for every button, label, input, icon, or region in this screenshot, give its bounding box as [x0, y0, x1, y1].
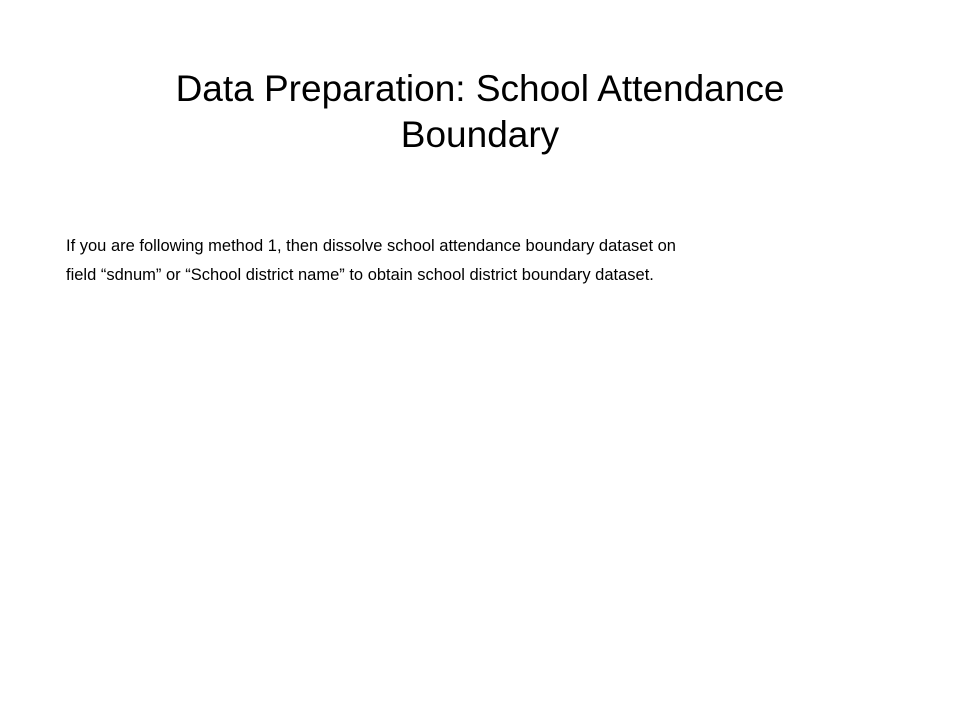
slide-title [40, 66, 920, 158]
slide-title-line-2: Boundary [400, 114, 560, 155]
slide-body-line-1: If you are following method 1, then dissolve school attendance boundary dataset on [66, 237, 676, 255]
slide-title-line-1: Data Preparation: School Attendance [175, 68, 785, 109]
slide-body-line-2: field “sdnum” or “School district name” to obtain school district boundary dataset. [66, 266, 654, 284]
slide-body-text [66, 232, 906, 290]
